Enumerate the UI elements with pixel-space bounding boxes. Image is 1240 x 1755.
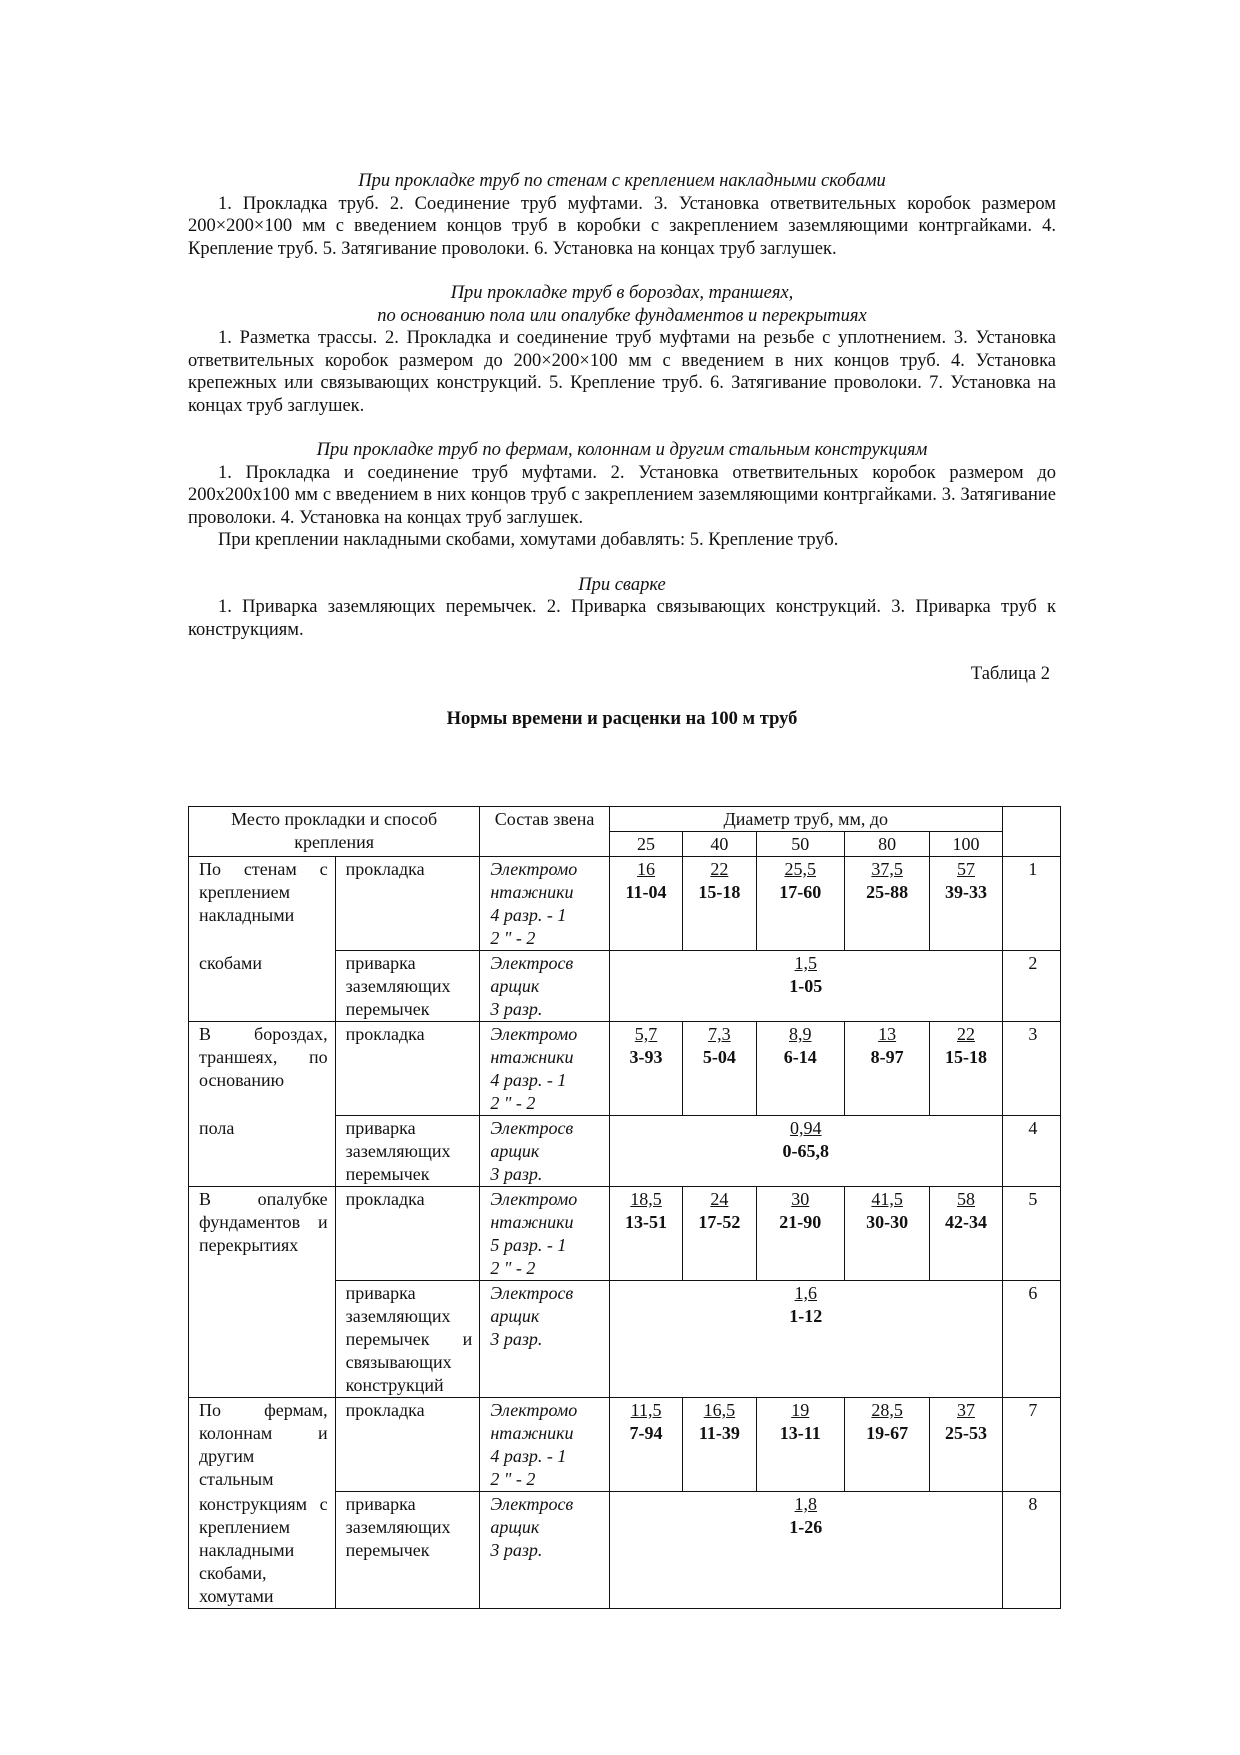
time-norm: 18,5 xyxy=(630,1189,662,1209)
crew-cell xyxy=(480,951,610,1022)
place-cell: В опалубке фундаментов и перекрытиях xyxy=(189,1187,336,1281)
header-diameter-value: 100 xyxy=(930,832,1002,857)
rate: 6-14 xyxy=(783,1047,817,1067)
time-norm: 11,5 xyxy=(630,1400,662,1420)
place-cell: пола xyxy=(189,1116,336,1187)
work-cell: прокладка xyxy=(335,1022,480,1116)
crew-line: 4 разр. - 1 xyxy=(490,1070,567,1090)
section-heading: по основанию пола или опалубке фундаментов и перекрытиях xyxy=(377,305,867,326)
rate: 17-60 xyxy=(779,882,822,902)
rate: 15-18 xyxy=(698,882,741,902)
rate: 25-88 xyxy=(866,882,909,902)
section-heading: При прокладке труб в бороздах, траншеях, xyxy=(450,283,794,303)
norm-cell xyxy=(844,1398,929,1492)
time-norm: 16,5 xyxy=(703,1400,736,1420)
crew-cell xyxy=(480,1398,610,1492)
time-norm: 7,3 xyxy=(708,1024,731,1044)
rate: 17-52 xyxy=(698,1212,741,1232)
time-norm: 1,5 xyxy=(794,953,818,973)
row-number: 6 xyxy=(1002,1281,1060,1398)
place-cell: По фермам, колоннам и другим стальным xyxy=(189,1398,336,1492)
crew-line: 2 " - 2 xyxy=(490,1093,536,1113)
section-trusses xyxy=(188,439,1056,552)
header-place: Место прокладки и способ крепления xyxy=(189,807,480,857)
rate: 7-94 xyxy=(629,1423,663,1443)
norm-cell xyxy=(844,857,929,951)
place-cell: скобами xyxy=(189,951,336,1022)
norm-cell xyxy=(609,1022,682,1116)
row-number: 1 xyxy=(1002,857,1060,951)
norm-cell xyxy=(683,1398,756,1492)
header-diameter-value: 40 xyxy=(683,832,756,857)
table-row xyxy=(189,1398,1061,1492)
section-heading: При прокладке труб по стенам с креплением накладными скобами xyxy=(358,171,886,191)
time-norm: 5,7 xyxy=(634,1024,658,1044)
norm-cell xyxy=(756,1187,844,1281)
norm-cell xyxy=(930,1187,1002,1281)
table-row xyxy=(189,1187,1061,1281)
work-cell: приварка заземляющих перемычек и связывающих конструкций xyxy=(335,1281,480,1398)
table-row xyxy=(189,951,1061,1022)
rate: 3-93 xyxy=(629,1047,663,1067)
crew-line: нтажники xyxy=(490,882,574,902)
crew-line: 2 " - 2 xyxy=(490,928,536,948)
norm-cell xyxy=(930,857,1002,951)
crew-line: 2 " - 2 xyxy=(490,1469,536,1489)
time-norm: 57 xyxy=(956,859,975,879)
rate: 25-53 xyxy=(944,1423,987,1443)
norm-cell xyxy=(609,1398,682,1492)
time-norm: 37 xyxy=(956,1400,975,1420)
section-heading: При прокладке труб по фермам, колоннам и другим стальным конструкциям xyxy=(316,440,928,460)
rate: 1-12 xyxy=(789,1306,823,1326)
rate: 8-97 xyxy=(870,1047,904,1067)
crew-line: нтажники xyxy=(490,1212,574,1232)
crew-line: арщик xyxy=(490,1141,540,1161)
rate: 1-05 xyxy=(789,976,823,996)
table-header-row xyxy=(189,807,1061,832)
time-norm: 19 xyxy=(791,1400,810,1420)
crew-line: 3 разр. xyxy=(490,999,543,1019)
table-row xyxy=(189,1281,1061,1398)
time-norm: 1,8 xyxy=(794,1494,818,1514)
header-diameter-value: 25 xyxy=(609,832,682,857)
norm-cell xyxy=(930,1398,1002,1492)
crew-line: 4 разр. - 1 xyxy=(490,905,567,925)
time-norm: 8,9 xyxy=(788,1024,812,1044)
header-diameter-value: 50 xyxy=(756,832,844,857)
crew-line: Электросв xyxy=(490,1118,574,1138)
norm-cell xyxy=(683,857,756,951)
section-furrows xyxy=(188,282,1056,417)
crew-cell xyxy=(480,1492,610,1609)
time-norm: 58 xyxy=(956,1189,975,1209)
section-walls xyxy=(188,170,1056,260)
norm-cell xyxy=(609,1187,682,1281)
rate: 21-90 xyxy=(779,1212,822,1232)
crew-cell xyxy=(480,1022,610,1116)
rate: 39-33 xyxy=(944,882,987,902)
section-paragraph: 1. Прокладка и соединение труб муфтами. 2. Установка ответвительных коробок размером до 200х200х100 мм с введением в них концов труб с закреплением заземляющими контргайками. 3. Затягивание проволоки. 4. Установка на концах труб заглушек. xyxy=(188,462,1056,528)
table-row xyxy=(189,857,1061,951)
crew-line: 2 " - 2 xyxy=(490,1258,536,1278)
time-norm: 1,6 xyxy=(794,1283,818,1303)
time-norm: 41,5 xyxy=(871,1189,903,1209)
norm-cell xyxy=(609,951,1002,1022)
time-norm: 25,5 xyxy=(784,859,816,879)
crew-line: арщик xyxy=(490,1306,540,1326)
crew-line: Электросв xyxy=(490,953,574,973)
row-number: 4 xyxy=(1002,1116,1060,1187)
rate: 42-34 xyxy=(944,1212,987,1232)
time-norm: 28,5 xyxy=(871,1400,903,1420)
row-number: 8 xyxy=(1002,1492,1060,1609)
place-cell xyxy=(189,1281,336,1398)
crew-line: Электросв xyxy=(490,1494,574,1514)
section-paragraph: При креплении накладными скобами, хомутами добавлять: 5. Крепление труб. xyxy=(218,530,839,550)
crew-line: Электромо xyxy=(490,1189,578,1209)
time-norm: 30 xyxy=(791,1189,810,1209)
crew-line: Электромо xyxy=(490,1400,578,1420)
time-norm: 13 xyxy=(878,1024,897,1044)
time-norm: 16 xyxy=(637,859,656,879)
norm-cell xyxy=(683,1022,756,1116)
section-welding xyxy=(188,574,1056,642)
header-diameter-value: 80 xyxy=(844,832,929,857)
time-norm: 37,5 xyxy=(871,859,903,879)
norm-cell xyxy=(683,1187,756,1281)
norm-cell xyxy=(756,857,844,951)
work-cell: прокладка xyxy=(335,1398,480,1492)
place-cell: В бороздах, траншеях, по основанию xyxy=(189,1022,336,1116)
table-number: Таблица 2 xyxy=(970,664,1050,684)
table-row xyxy=(189,1116,1061,1187)
norm-cell xyxy=(844,1022,929,1116)
place-cell: По стенам с креплением накладными xyxy=(189,857,336,951)
norms-table xyxy=(188,806,1061,1609)
norm-cell xyxy=(609,1492,1002,1609)
crew-cell xyxy=(480,1116,610,1187)
norm-cell xyxy=(609,1116,1002,1187)
crew-line: Электросв xyxy=(490,1283,574,1303)
section-paragraph: 1. Разметка трассы. 2. Прокладка и соединение труб муфтами на резьбе с уплотнением. 3. Установка ответвительных коробок размером до 200×200×100 мм с введением в них концов труб. 4. Установка крепежных или связывающих конструкций. 5. Крепление труб. 6. Затягивание проволоки. 7. Установка на концах труб заглушек. xyxy=(188,328,1056,416)
row-number: 7 xyxy=(1002,1398,1060,1492)
rate: 30-30 xyxy=(866,1212,909,1232)
crew-cell xyxy=(480,1187,610,1281)
rate: 0-65,8 xyxy=(782,1141,830,1161)
work-cell: приварка заземляющих перемычек xyxy=(335,951,480,1022)
time-norm: 24 xyxy=(710,1189,729,1209)
work-cell: приварка заземляющих перемычек xyxy=(335,1492,480,1609)
crew-line: Электромо xyxy=(490,859,578,879)
crew-line: Электромо xyxy=(490,1024,578,1044)
row-number: 2 xyxy=(1002,951,1060,1022)
table-body xyxy=(189,857,1061,1609)
rate: 1-26 xyxy=(789,1517,823,1537)
time-norm: 22 xyxy=(956,1024,975,1044)
header-row-number xyxy=(1002,807,1060,857)
norm-cell xyxy=(844,1187,929,1281)
norm-cell xyxy=(609,857,682,951)
time-norm: 0,94 xyxy=(790,1118,822,1138)
document-body xyxy=(188,170,1056,730)
rate: 11-04 xyxy=(625,882,667,902)
row-number: 3 xyxy=(1002,1022,1060,1116)
place-cell: конструкциям с креплением накладными скобами, хомутами xyxy=(189,1492,336,1609)
header-diameter: Диаметр труб, мм, до xyxy=(609,807,1002,832)
table-row xyxy=(189,1492,1061,1609)
crew-line: 3 разр. xyxy=(490,1540,543,1560)
crew-line: арщик xyxy=(490,976,540,996)
time-norm: 22 xyxy=(710,859,729,879)
crew-line: 5 разр. - 1 xyxy=(490,1235,567,1255)
section-heading: При сварке xyxy=(578,574,666,595)
rate: 19-67 xyxy=(866,1423,909,1443)
crew-line: 4 разр. - 1 xyxy=(490,1446,567,1466)
section-paragraph: 1. Приварка заземляющих перемычек. 2. Приварка связывающих конструкций. 3. Приварка труб к конструкциям. xyxy=(188,597,1056,640)
crew-cell xyxy=(480,1281,610,1398)
crew-line: арщик xyxy=(490,1517,540,1537)
rate: 11-39 xyxy=(698,1423,740,1443)
table-row xyxy=(189,1022,1061,1116)
crew-line: нтажники xyxy=(490,1047,574,1067)
rate: 15-18 xyxy=(944,1047,987,1067)
row-number: 5 xyxy=(1002,1187,1060,1281)
rate: 5-04 xyxy=(702,1047,736,1067)
norm-cell xyxy=(756,1398,844,1492)
crew-line: 3 разр. xyxy=(490,1329,543,1349)
crew-line: нтажники xyxy=(490,1423,574,1443)
norm-cell xyxy=(756,1022,844,1116)
table-title: Нормы времени и расценки на 100 м труб xyxy=(446,708,798,729)
work-cell: прокладка xyxy=(335,857,480,951)
norm-cell xyxy=(609,1281,1002,1398)
work-cell: приварка заземляющих перемычек xyxy=(335,1116,480,1187)
header-crew: Состав звена xyxy=(480,807,610,857)
crew-cell xyxy=(480,857,610,951)
rate: 13-51 xyxy=(625,1212,668,1232)
crew-line: 3 разр. xyxy=(490,1164,543,1184)
norm-cell xyxy=(930,1022,1002,1116)
work-cell: прокладка xyxy=(335,1187,480,1281)
rate: 13-11 xyxy=(779,1423,821,1443)
section-paragraph: 1. Прокладка труб. 2. Соединение труб муфтами. 3. Установка ответвительных коробок размером 200×200×100 мм с введением концов труб в коробки с закреплением заземляющими контргайками. 4. Крепление труб. 5. Затягивание проволоки. 6. Установка на концах труб заглушек. xyxy=(188,193,1056,259)
